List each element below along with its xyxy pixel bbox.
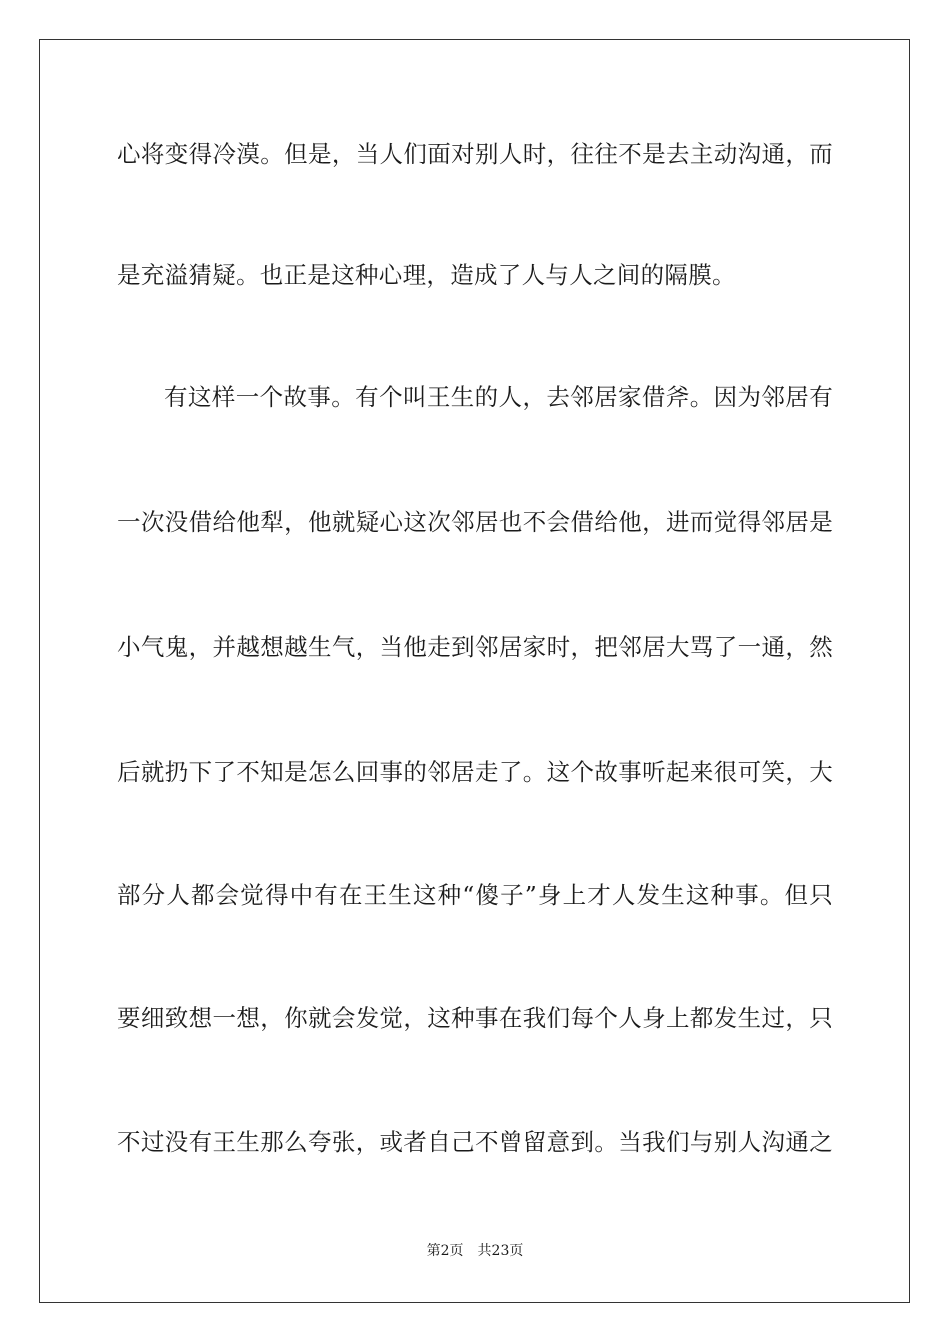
body-text-line: 心将变得冷漠。但是，当人们面对别人时，往往不是去主动沟通，而 [117, 140, 833, 168]
page-number: 第2页 [426, 1243, 464, 1259]
page-footer [0, 1242, 950, 1260]
body-text-line: 是充溢猜疑。也正是这种心理，造成了人与人之间的隔膜。 [117, 261, 736, 289]
body-text-line: 不过没有王生那么夸张，或者自己不曾留意到。当我们与别人沟通之 [117, 1128, 833, 1156]
body-text-line: 一次没借给他犁，他就疑心这次邻居也不会借给他，进而觉得邻居是 [117, 508, 833, 536]
body-text-line: 后就扔下了不知是怎么回事的邻居走了。这个故事听起来很可笑，大 [117, 758, 833, 786]
body-text-line: 要细致想一想，你就会发觉，这种事在我们每个人身上都发生过，只 [117, 1004, 833, 1032]
body-text-line: 部分人都会觉得中有在王生这种“傻子”身上才人发生这种事。但只 [117, 881, 833, 909]
paragraph-start-line: 有这样一个故事。有个叫王生的人，去邻居家借斧。因为邻居有 [164, 383, 833, 411]
total-pages: 共23页 [477, 1243, 524, 1259]
body-text-line: 小气鬼，并越想越生气，当他走到邻居家时，把邻居大骂了一通，然 [117, 633, 833, 661]
page-border [39, 39, 910, 1303]
